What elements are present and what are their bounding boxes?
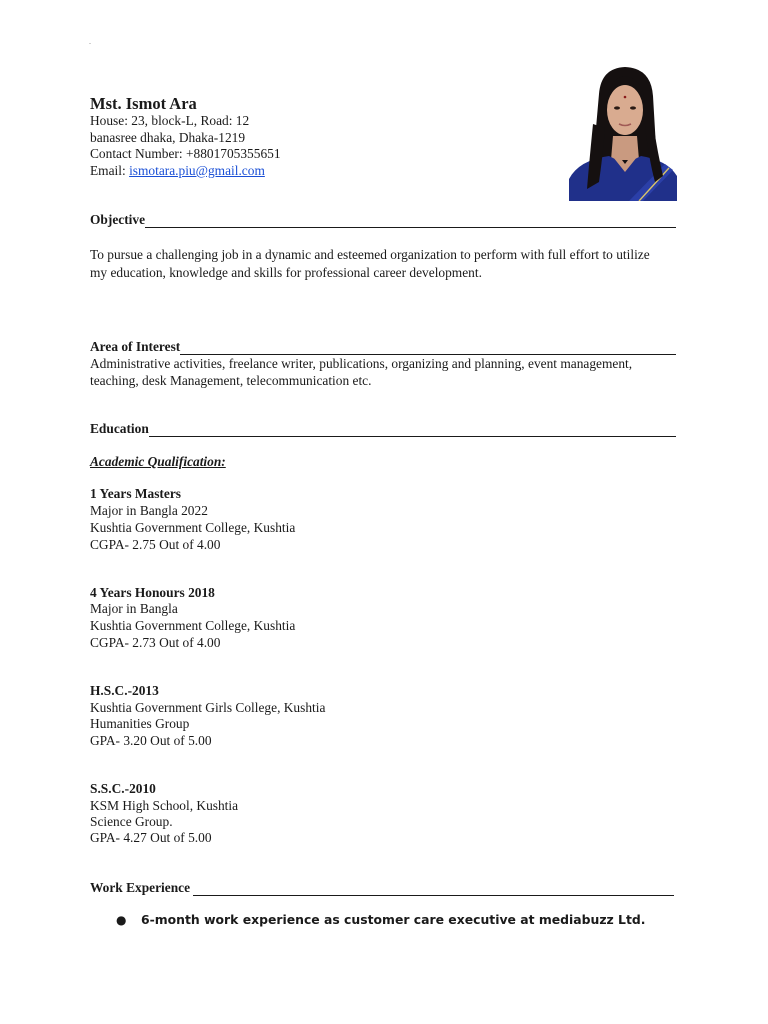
interest-heading: [90, 339, 676, 355]
work-experience-heading-rule: [193, 883, 674, 896]
work-experience-heading-text: Work Experience: [90, 880, 194, 895]
education-entry-line: Major in Bangla 2022: [90, 503, 208, 518]
interest-line-1: Administrative activities, freelance writer, publications, organizing and planning, event management,: [90, 356, 633, 371]
email-row: [90, 163, 265, 180]
education-entry-line: Kushtia Government College, Kushtia: [90, 520, 296, 535]
interest-heading-text: Area of Interest: [90, 339, 181, 354]
education-entry-line: CGPA- 2.75 Out of 4.00: [90, 537, 221, 552]
page-mark: .: [89, 37, 91, 46]
education-entry-line: Kushtia Government College, Kushtia: [90, 618, 296, 633]
objective-heading-text: Objective: [90, 212, 146, 227]
objective-line-1: To pursue a challenging job in a dynamic and esteemed organization to perform with full effort to utilize: [90, 247, 650, 262]
profile-photo: [569, 64, 677, 201]
objective-line-2: my education, knowledge and skills for professional career development.: [90, 265, 482, 280]
address-line-1: House: 23, block-L, Road: 12: [90, 113, 250, 128]
education-entry-line: Kushtia Government Girls College, Kushtia: [90, 700, 326, 715]
education-entry-line: KSM High School, Kushtia: [90, 798, 239, 813]
portrait-illustration: [569, 64, 677, 201]
academic-qualification-subheading: Academic Qualification:: [90, 454, 226, 469]
interest-heading-rule: [180, 342, 676, 355]
education-heading-text: Education: [90, 421, 149, 436]
education-entry-line: GPA- 3.20 Out of 5.00: [90, 733, 212, 748]
work-experience-heading: [90, 880, 674, 896]
education-entry-line: Science Group.: [90, 814, 173, 829]
contact-number: Contact Number: +8801705355651: [90, 146, 281, 161]
email-link[interactable]: ismotara.piu@gmail.com: [129, 163, 265, 178]
work-experience-item-text: 6-month work experience as customer care executive at mediabuzz Ltd.: [141, 912, 646, 927]
education-entry-line: Major in Bangla: [90, 601, 178, 616]
bullet-dot: ●: [116, 912, 127, 927]
education-entry-line: GPA- 4.27 Out of 5.00: [90, 830, 212, 845]
education-entry-title: H.S.C.-2013: [90, 683, 159, 698]
education-entry-title: S.S.C.-2010: [90, 781, 156, 796]
education-entry-title: 1 Years Masters: [90, 486, 181, 501]
objective-heading: [90, 212, 676, 228]
education-entry-line: CGPA- 2.73 Out of 4.00: [90, 635, 221, 650]
address-line-2: banasree dhaka, Dhaka-1219: [90, 130, 246, 145]
work-experience-item: [116, 912, 645, 927]
email-label: Email:: [90, 163, 130, 178]
education-heading: [90, 421, 676, 437]
interest-line-2: teaching, desk Management, telecommunication etc.: [90, 373, 372, 388]
objective-heading-rule: [145, 215, 676, 228]
education-heading-rule: [149, 424, 676, 437]
education-entry-line: Humanities Group: [90, 716, 190, 731]
candidate-name: Mst. Ismot Ara: [90, 94, 197, 113]
education-entry-title: 4 Years Honours 2018: [90, 585, 215, 600]
